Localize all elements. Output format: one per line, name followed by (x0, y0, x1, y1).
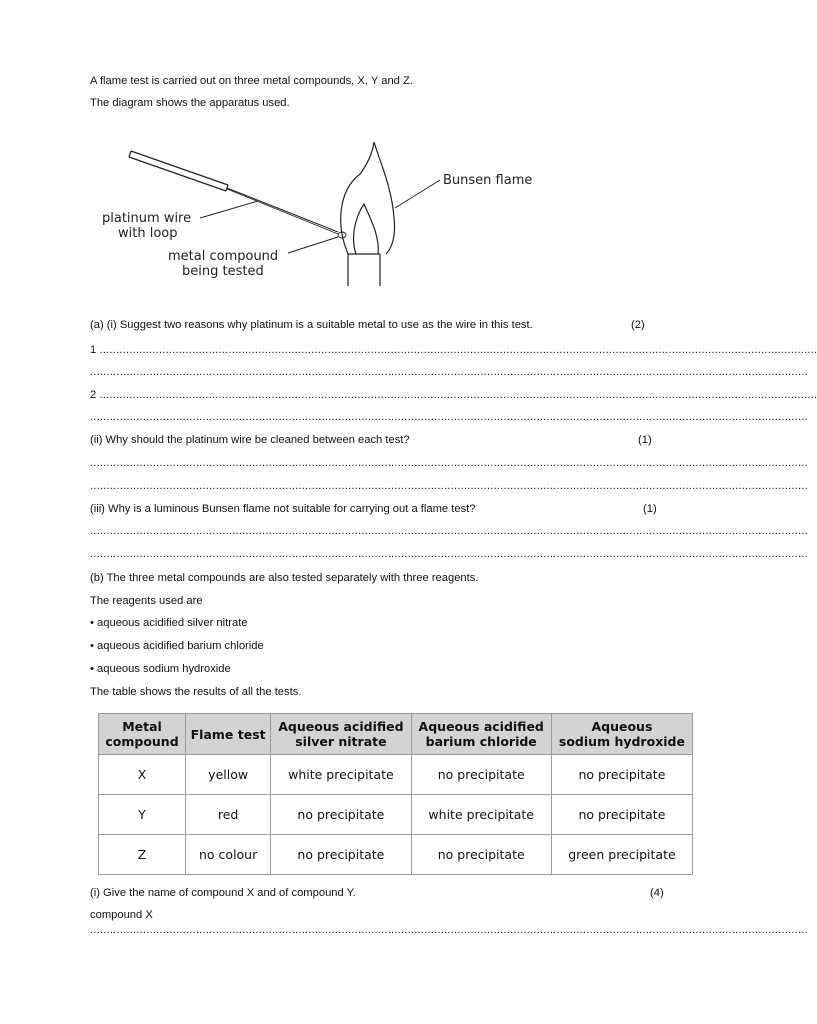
reagents-heading: The reagents used are (90, 595, 203, 607)
question-a-iii: (iii) Why is a luminous Bunsen flame not suitable for carrying out a flame test? (90, 503, 476, 515)
cell-barium-chloride: no precipitate (411, 755, 551, 795)
table-intro: The table shows the results of all the tests. (90, 686, 302, 698)
cell-compound: Y (99, 795, 186, 835)
answer-line-iii-b[interactable]: ......................................................................................................................................................................................................................... (90, 548, 808, 560)
header-silver-nitrate: Aqueous acidified silver nitrate (271, 714, 411, 755)
question-b-i: (i) Give the name of compound X and of compound Y. (90, 887, 356, 899)
label-being-tested: being tested (182, 264, 264, 279)
marks-a-ii: (1) (638, 434, 652, 446)
header-barium-chloride: Aqueous acidified barium chloride (411, 714, 551, 755)
cell-compound: Z (99, 835, 186, 875)
question-b-intro: (b) The three metal compounds are also tested separately with three reagents. (90, 572, 479, 584)
cell-flame-test: no colour (186, 835, 271, 875)
leader-wire (200, 201, 258, 218)
wire-holder (129, 151, 228, 191)
intro-line-1: A flame test is carried out on three metal compounds, X, Y and Z. (90, 75, 413, 87)
compound-x-label: compound X (90, 909, 153, 921)
intro-line-2: The diagram shows the apparatus used. (90, 97, 290, 109)
question-a-i: (a) (i) Suggest two reasons why platinum is a suitable metal to use as the wire in this test. (90, 319, 533, 331)
table-header-row (99, 714, 693, 755)
leader-compound (288, 237, 338, 253)
reagent-item: • aqueous acidified silver nitrate (90, 617, 248, 629)
header-sodium-hydroxide: Aqueous sodium hydroxide (551, 714, 692, 755)
cell-barium-chloride: no precipitate (411, 835, 551, 875)
answer-line-1a[interactable] (90, 343, 817, 357)
table-row (99, 835, 693, 875)
label-metal-compound: metal compound (168, 249, 279, 264)
table-row (99, 795, 693, 835)
dotted-rule: ......................................................................................................................................................................................................................... (99, 344, 817, 356)
answer-line-1b[interactable]: ......................................................................................................................................................................................................................... (90, 366, 808, 378)
cell-compound: X (99, 755, 186, 795)
header-metal-compound: Metal compound (99, 714, 186, 755)
cell-sodium-hydroxide: no precipitate (551, 755, 692, 795)
label-platinum-wire: platinum wire (102, 211, 192, 226)
reagent-item: • aqueous acidified barium chloride (90, 640, 264, 652)
cell-sodium-hydroxide: green precipitate (551, 835, 692, 875)
answer-line-2a[interactable] (90, 388, 817, 402)
cell-silver-nitrate: no precipitate (271, 835, 411, 875)
apparatus-diagram (98, 136, 548, 286)
dotted-rule: ......................................................................................................................................................................................................................... (99, 389, 817, 401)
marks-a-iii: (1) (643, 503, 657, 515)
table-row (99, 755, 693, 795)
label-bunsen-flame: Bunsen flame (443, 173, 533, 188)
marks-a-i: (2) (631, 319, 645, 331)
answer-line-2b[interactable]: ......................................................................................................................................................................................................................... (90, 411, 808, 423)
platinum-wire (227, 188, 346, 238)
answer-line-ii-a[interactable]: ......................................................................................................................................................................................................................... (90, 457, 808, 469)
answer-label-2: 2 (90, 389, 97, 401)
reagent-item: • aqueous sodium hydroxide (90, 663, 231, 675)
results-table (98, 713, 693, 875)
cell-flame-test: red (186, 795, 271, 835)
leader-flame (395, 180, 440, 208)
cell-silver-nitrate: no precipitate (271, 795, 411, 835)
cell-sodium-hydroxide: no precipitate (551, 795, 692, 835)
flame-inner (354, 204, 379, 254)
flame-outer (341, 142, 395, 254)
question-a-ii: (ii) Why should the platinum wire be cleaned between each test? (90, 434, 410, 446)
answer-line-iii-a[interactable]: ......................................................................................................................................................................................................................... (90, 525, 808, 537)
bunsen-burner (348, 254, 380, 286)
header-flame-test: Flame test (186, 714, 271, 755)
cell-silver-nitrate: white precipitate (271, 755, 411, 795)
cell-flame-test: yellow (186, 755, 271, 795)
answer-line-ii-b[interactable]: ......................................................................................................................................................................................................................... (90, 480, 808, 492)
marks-b-i: (4) (650, 887, 664, 899)
answer-line-compound-x[interactable]: ......................................................................................................................................................................................................................... (90, 924, 808, 936)
cell-barium-chloride: white precipitate (411, 795, 551, 835)
answer-label-1: 1 (90, 344, 97, 356)
label-with-loop: with loop (118, 226, 178, 241)
